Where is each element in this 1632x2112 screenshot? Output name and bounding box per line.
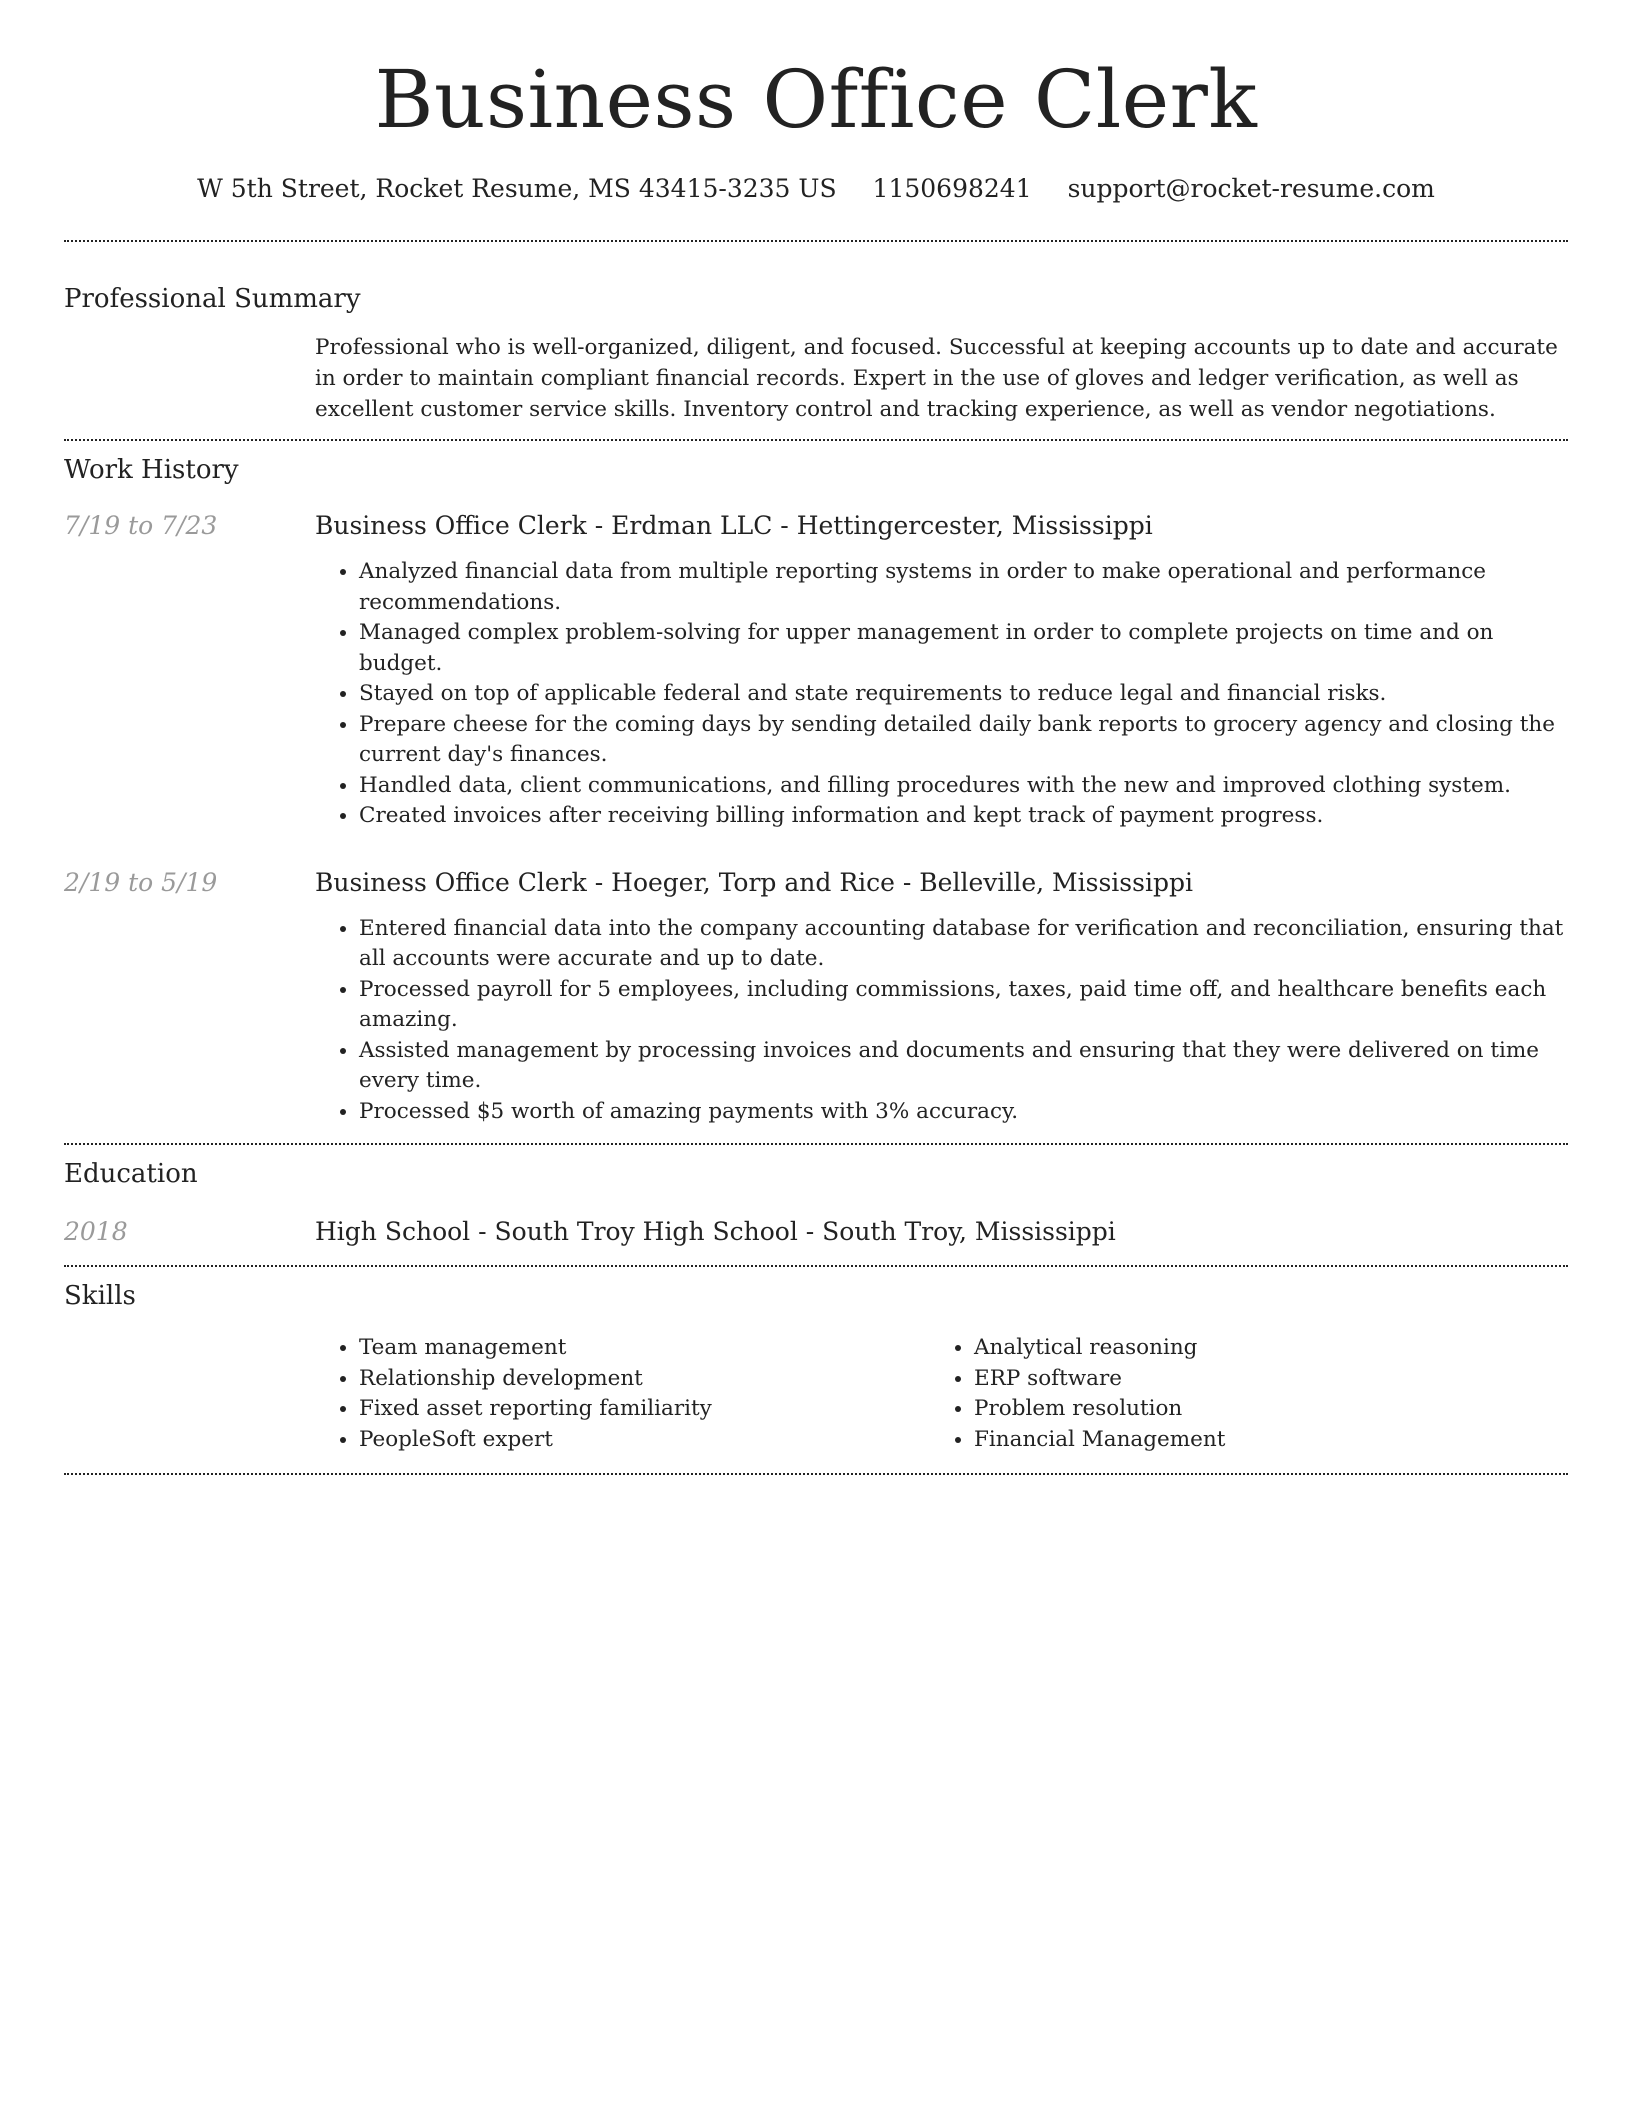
- list-item: • Fixed asset reporting familiarity: [359, 1394, 930, 1425]
- skills-list-left: [315, 1333, 930, 1455]
- contact-line: [64, 172, 1568, 206]
- list-item: • Prepare cheese for the coming days by sending detailed daily bank reports to grocery agency and closing the current day's finances.: [359, 710, 1568, 771]
- summary-section: [64, 242, 1568, 425]
- education-heading: High School - South Troy High School - South Troy, Mississippi: [315, 1217, 1116, 1246]
- list-item: • Entered financial data into the company accounting database for verification and reconciliation, ensuring that all accounts were accurate and up to date.: [359, 914, 1568, 975]
- job-bullets: [315, 914, 1568, 1128]
- list-item: • Processed $5 worth of amazing payments with 3% accuracy.: [359, 1097, 1568, 1128]
- list-item: • Problem resolution: [974, 1394, 1545, 1425]
- list-item: • Relationship development: [359, 1364, 930, 1395]
- divider: [64, 1473, 1568, 1475]
- job-heading: Business Office Clerk - Erdman LLC - Hettingercester, Mississippi: [315, 511, 1153, 540]
- list-item: • ERP software: [974, 1364, 1545, 1395]
- list-item: • Created invoices after receiving billing information and kept track of payment progress.: [359, 801, 1568, 832]
- list-item: • Stayed on top of applicable federal and state requirements to reduce legal and financial risks.: [359, 679, 1568, 710]
- list-item: • Handled data, client communications, and filling procedures with the new and improved clothing system.: [359, 771, 1568, 802]
- work-title: Work History: [64, 455, 239, 485]
- list-item: • Managed complex problem-solving for upper management in order to complete projects on time and on budget.: [359, 618, 1568, 679]
- job-entry: [64, 509, 1568, 832]
- skills-columns: [315, 1333, 1545, 1455]
- job-dates: 2/19 to 5/19: [64, 867, 218, 897]
- skills-title: Skills: [64, 1281, 136, 1311]
- contact-email: support@rocket-resume.com: [1067, 174, 1435, 203]
- summary-title: Professional Summary: [64, 284, 361, 314]
- list-item: • PeopleSoft expert: [359, 1425, 930, 1456]
- summary-text: Professional who is well-organized, diligent, and focused. Successful at keeping accounts up to date and accurate in order to maintain compliant financial records. Expert in the use of gloves and ledger verification, as well as excellent customer service skills. Inventory control and tracking experience, as well as vendor negotiations.: [315, 335, 1558, 422]
- education-section: [64, 1145, 1568, 1249]
- work-section: [64, 441, 1568, 1127]
- list-item: • Team management: [359, 1333, 930, 1364]
- job-dates: 7/19 to 7/23: [64, 511, 218, 540]
- skills-section: [64, 1267, 1568, 1455]
- education-year: 2018: [64, 1217, 128, 1246]
- contact-address: W 5th Street, Rocket Resume, MS 43415-3235 US: [197, 174, 837, 203]
- job-heading: Business Office Clerk - Hoeger, Torp and Rice - Belleville, Mississippi: [315, 867, 1193, 897]
- list-item: • Financial Management: [974, 1425, 1545, 1456]
- education-title: Education: [64, 1159, 198, 1189]
- contact-phone: 1150698241: [872, 174, 1032, 203]
- job-entry: [64, 866, 1568, 1128]
- list-item: • Assisted management by processing invoices and documents and ensuring that they were delivered on time every time.: [359, 1036, 1568, 1097]
- resume-name: Business Office Clerk: [374, 53, 1258, 146]
- job-bullets: [315, 557, 1568, 832]
- list-item: • Analytical reasoning: [974, 1333, 1545, 1364]
- skills-list-right: [930, 1333, 1545, 1455]
- list-item: • Processed payroll for 5 employees, including commissions, taxes, paid time off, and healthcare benefits each amazing.: [359, 975, 1568, 1036]
- list-item: • Analyzed financial data from multiple reporting systems in order to make operational and performance recommendations.: [359, 557, 1568, 618]
